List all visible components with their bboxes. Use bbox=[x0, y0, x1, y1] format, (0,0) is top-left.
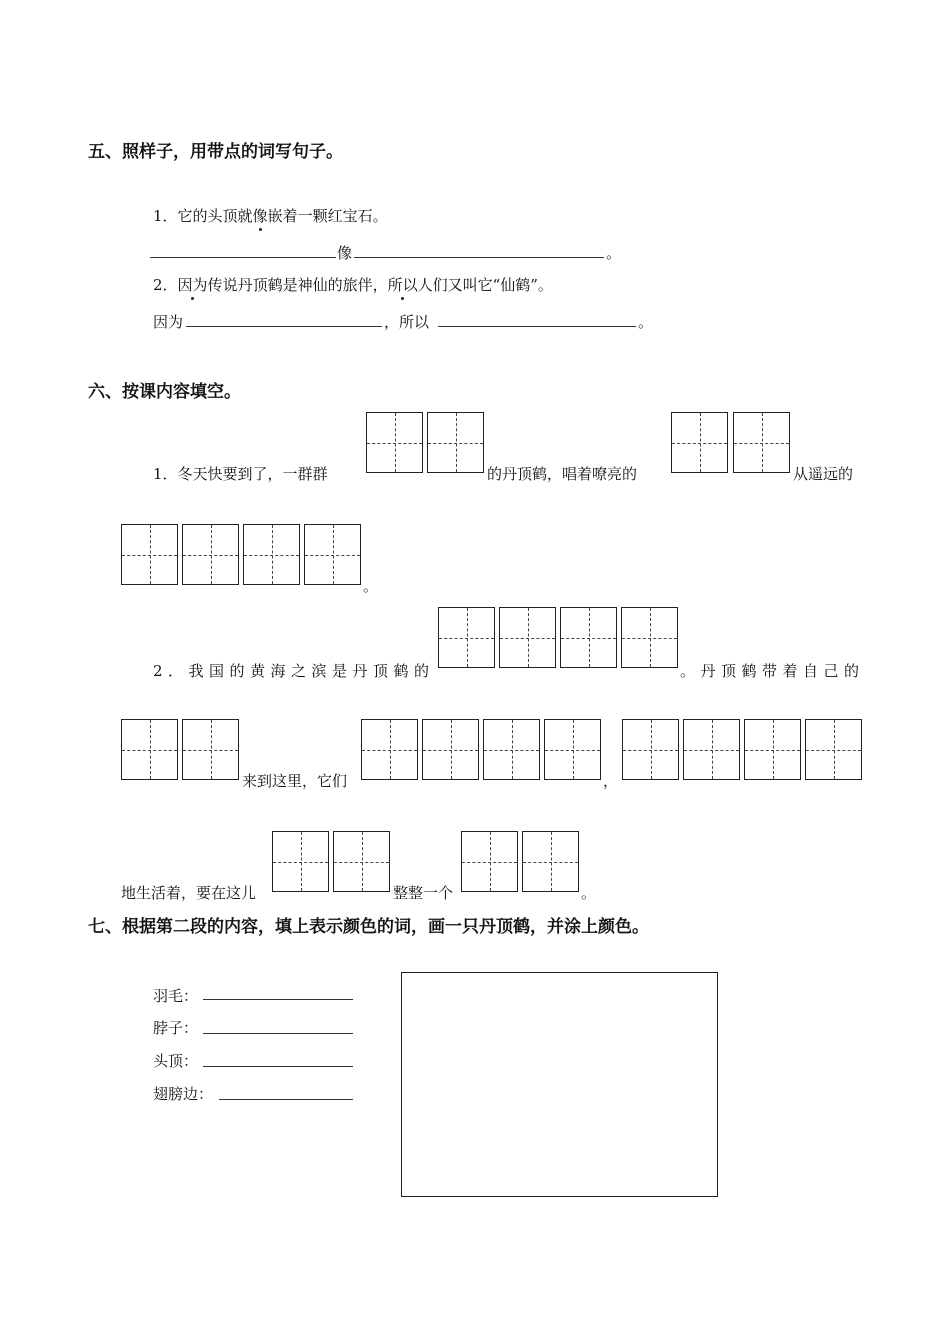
section5-q1-sentence: 1．它的头顶就像嵌着一颗红宝石。 bbox=[153, 207, 388, 225]
s6-line4-mid: 来到这里，它们 bbox=[242, 772, 348, 790]
tianzige-box[interactable] bbox=[121, 719, 178, 780]
s6-line5-mid: 整整一个 bbox=[393, 884, 454, 902]
tianzige-box[interactable] bbox=[243, 524, 300, 585]
q1-fill-mid: 像 bbox=[337, 244, 353, 262]
color-item-neck: 脖子： bbox=[153, 1019, 199, 1037]
drawing-box[interactable] bbox=[401, 972, 718, 1197]
tianzige-box[interactable] bbox=[483, 719, 540, 780]
s6-line3-end: 。丹顶鹤带着自己的 bbox=[680, 662, 865, 680]
tianzige-box[interactable] bbox=[683, 719, 740, 780]
tianzige-box[interactable] bbox=[182, 524, 239, 585]
section5-q2-sentence: 2．因为传说丹顶鹤是神仙的旅伴，所以人们又叫它“仙鹤”。 bbox=[153, 276, 553, 294]
q2-fill-end: 。 bbox=[638, 313, 654, 331]
dotted-word: 因为 bbox=[177, 276, 208, 294]
q1-blank-before[interactable] bbox=[150, 257, 336, 258]
s6-line4-comma: ， bbox=[603, 772, 619, 790]
tianzige-box[interactable] bbox=[544, 719, 601, 780]
section7-title: 七、根据第二段的内容，填上表示颜色的词，画一只丹顶鹤，并涂上颜色。 bbox=[88, 917, 649, 937]
tianzige-box[interactable] bbox=[671, 412, 728, 473]
tianzige-box[interactable] bbox=[304, 524, 361, 585]
s6-line5-start: 地生活着，要在这儿 bbox=[121, 884, 257, 902]
tianzige-box[interactable] bbox=[560, 607, 617, 668]
q2-fill-mid: ，所以 bbox=[384, 313, 430, 331]
s6-line5-end: 。 bbox=[581, 884, 597, 902]
q2-blank-2[interactable] bbox=[438, 326, 636, 327]
tianzige-box[interactable] bbox=[121, 524, 178, 585]
tianzige-box[interactable] bbox=[438, 607, 495, 668]
dotted-word: 像 bbox=[252, 207, 268, 225]
tianzige-box[interactable] bbox=[361, 719, 418, 780]
s6-line1-start: 1．冬天快要到了，一群群 bbox=[153, 465, 328, 483]
tianzige-box[interactable] bbox=[272, 831, 329, 892]
tianzige-box[interactable] bbox=[366, 412, 423, 473]
tianzige-box[interactable] bbox=[805, 719, 862, 780]
tianzige-box[interactable] bbox=[422, 719, 479, 780]
tianzige-box[interactable] bbox=[622, 719, 679, 780]
q2-fill-start: 因为 bbox=[153, 313, 184, 331]
feather-color-blank[interactable] bbox=[203, 999, 353, 1000]
tianzige-box[interactable] bbox=[522, 831, 579, 892]
neck-color-blank[interactable] bbox=[203, 1033, 353, 1034]
q1-blank-after[interactable] bbox=[354, 257, 604, 258]
s6-line2-end: 。 bbox=[363, 577, 379, 595]
tianzige-box[interactable] bbox=[499, 607, 556, 668]
s6-line1-mid: 的丹顶鹤，唱着嘹亮的 bbox=[487, 465, 638, 483]
tianzige-box[interactable] bbox=[182, 719, 239, 780]
head-color-blank[interactable] bbox=[203, 1066, 353, 1067]
q2-blank-1[interactable] bbox=[186, 326, 382, 327]
tianzige-box[interactable] bbox=[427, 412, 484, 473]
s6-line3-start: 2．我国的黄海之滨是丹顶鹤的 bbox=[153, 662, 435, 680]
tianzige-box[interactable] bbox=[744, 719, 801, 780]
tianzige-box[interactable] bbox=[733, 412, 790, 473]
dotted-word: 所以 bbox=[387, 276, 418, 294]
section6-title: 六、按课内容填空。 bbox=[88, 382, 241, 402]
wing-edge-color-blank[interactable] bbox=[219, 1099, 353, 1100]
tianzige-box[interactable] bbox=[461, 831, 518, 892]
color-item-wing-edge: 翅膀边： bbox=[153, 1085, 214, 1103]
tianzige-box[interactable] bbox=[621, 607, 678, 668]
q1-fill-end: 。 bbox=[606, 244, 622, 262]
section5-title: 五、照样子，用带点的词写句子。 bbox=[88, 142, 343, 162]
s6-line1-end: 从遥远的 bbox=[793, 465, 854, 483]
tianzige-box[interactable] bbox=[333, 831, 390, 892]
color-item-feather: 羽毛： bbox=[153, 987, 199, 1005]
color-item-head: 头顶： bbox=[153, 1052, 199, 1070]
